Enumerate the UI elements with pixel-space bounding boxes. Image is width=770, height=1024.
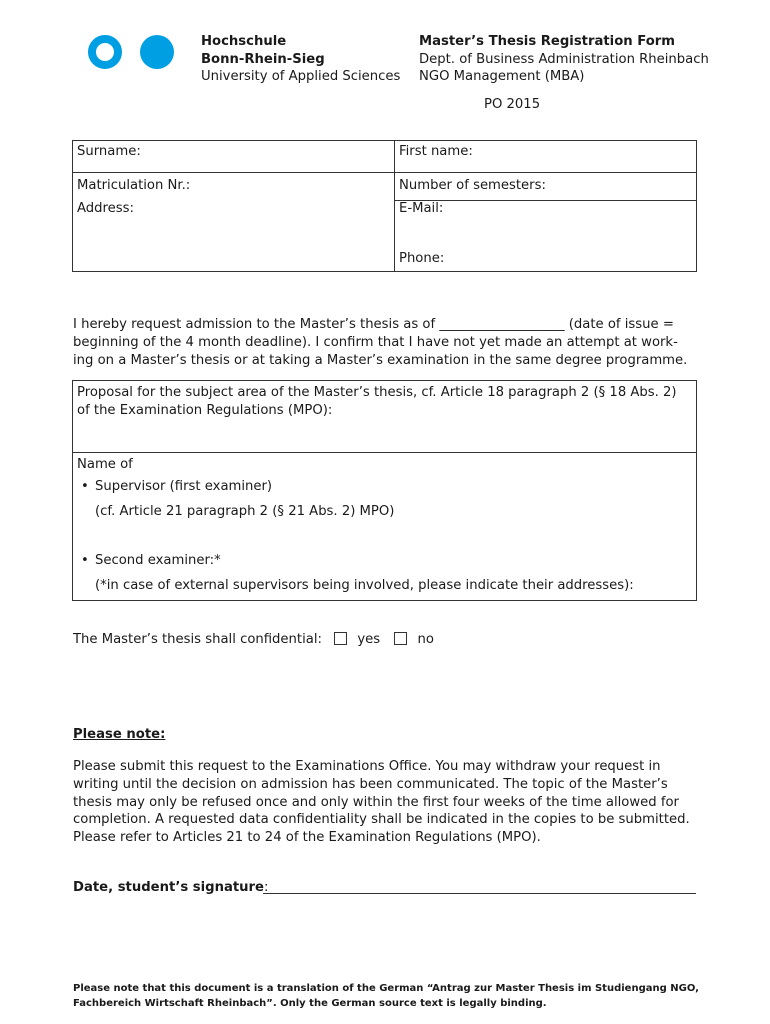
email-label: E-Mail:: [399, 201, 444, 216]
matriculation-field[interactable]: [73, 173, 395, 201]
confidential-yes-label: yes: [357, 632, 381, 647]
institution-line-2: Bonn-Rhein-Sieg: [201, 51, 325, 67]
signature-label-text: Date, student’s signature: [73, 880, 264, 895]
confidential-row: [73, 632, 434, 647]
programme: NGO Management (MBA): [419, 69, 585, 84]
name-of-label: Name of: [77, 457, 133, 472]
matriculation-label: Matriculation Nr.:: [77, 178, 191, 193]
supervisor-label: • Supervisor (first examiner): [77, 475, 692, 500]
note-heading: [73, 727, 165, 742]
logo-dot-icon: [140, 35, 174, 69]
semesters-field[interactable]: [395, 173, 697, 201]
po-version: PO 2015: [484, 97, 541, 112]
signature-label: [73, 880, 268, 895]
personal-data-table: [72, 140, 697, 272]
note-heading-text: Please note: [73, 727, 161, 742]
second-examiner-note: (*in case of external supervisors being involved, please indicate their addresses):: [95, 577, 634, 593]
confidential-no-label: no: [417, 632, 434, 647]
proposal-text: Proposal for the subject area of the Master’s thesis, cf. Article 18 paragraph 2 (§ 18 Abs. 2) of the Examination Regulations (MPO):: [77, 385, 677, 418]
first-name-field[interactable]: [395, 141, 697, 173]
form-title: Master’s Thesis Registration Form: [419, 34, 676, 49]
semesters-label: Number of semesters:: [399, 178, 546, 193]
phone-label: Phone:: [399, 251, 445, 266]
address-label: Address:: [77, 200, 134, 216]
request-paragraph: I hereby request admission to the Master’s thesis as of ___________________ (date of issue = beginning of the 4 month deadline). I confirm that I have not yet made an attempt at work-ing on a Master’s thesis or at taking a Master’s examination in the same degree programme.: [73, 317, 688, 368]
form-header: [419, 33, 709, 86]
logo-ring-icon: [88, 35, 122, 69]
first-name-label: First name:: [399, 144, 473, 159]
proposal-box[interactable]: [72, 380, 697, 453]
signature-colon: :: [264, 880, 269, 895]
institution-name: [201, 33, 400, 86]
university-logo: [88, 35, 178, 69]
contact-field[interactable]: [395, 201, 697, 272]
surname-label: Surname:: [77, 144, 141, 159]
confidential-no-checkbox[interactable]: [394, 632, 407, 645]
surname-field[interactable]: [73, 141, 395, 173]
note-heading-colon: :: [160, 727, 166, 742]
examiners-box[interactable]: [72, 452, 697, 601]
institution-line-1: Hochschule: [201, 34, 287, 49]
note-text: Please submit this request to the Examinations Office. You may withdraw your request in writing until the decision on admission has been communicated. The topic of the Master’s thesis may only be refused once and only within the first four weeks of the time allowed for completion. A requested data confidentiality shall be indicated in the copies to be submitted. Please refer to Articles 21 to 24 of the Examination Regulations (MPO).: [73, 759, 690, 846]
footer-note: Please note that this document is a translation of the German “Antrag zur Master Thesis im Studiengang NGO, Fachbereich Wirtschaft Rheinbach”. Only the German source text is legally binding.: [73, 983, 699, 1009]
confidential-yes-checkbox[interactable]: [334, 632, 347, 645]
second-examiner-label: • Second examiner:*: [77, 549, 692, 574]
institution-line-3: University of Applied Sciences: [201, 69, 401, 84]
supervisor-reference: (cf. Article 21 paragraph 2 (§ 21 Abs. 2) MPO): [95, 503, 395, 519]
confidential-label: The Master’s thesis shall confidential:: [73, 632, 322, 647]
department: Dept. of Business Administration Rheinbach: [419, 51, 709, 67]
signature-line[interactable]: [263, 893, 696, 894]
address-field[interactable]: [73, 201, 395, 272]
